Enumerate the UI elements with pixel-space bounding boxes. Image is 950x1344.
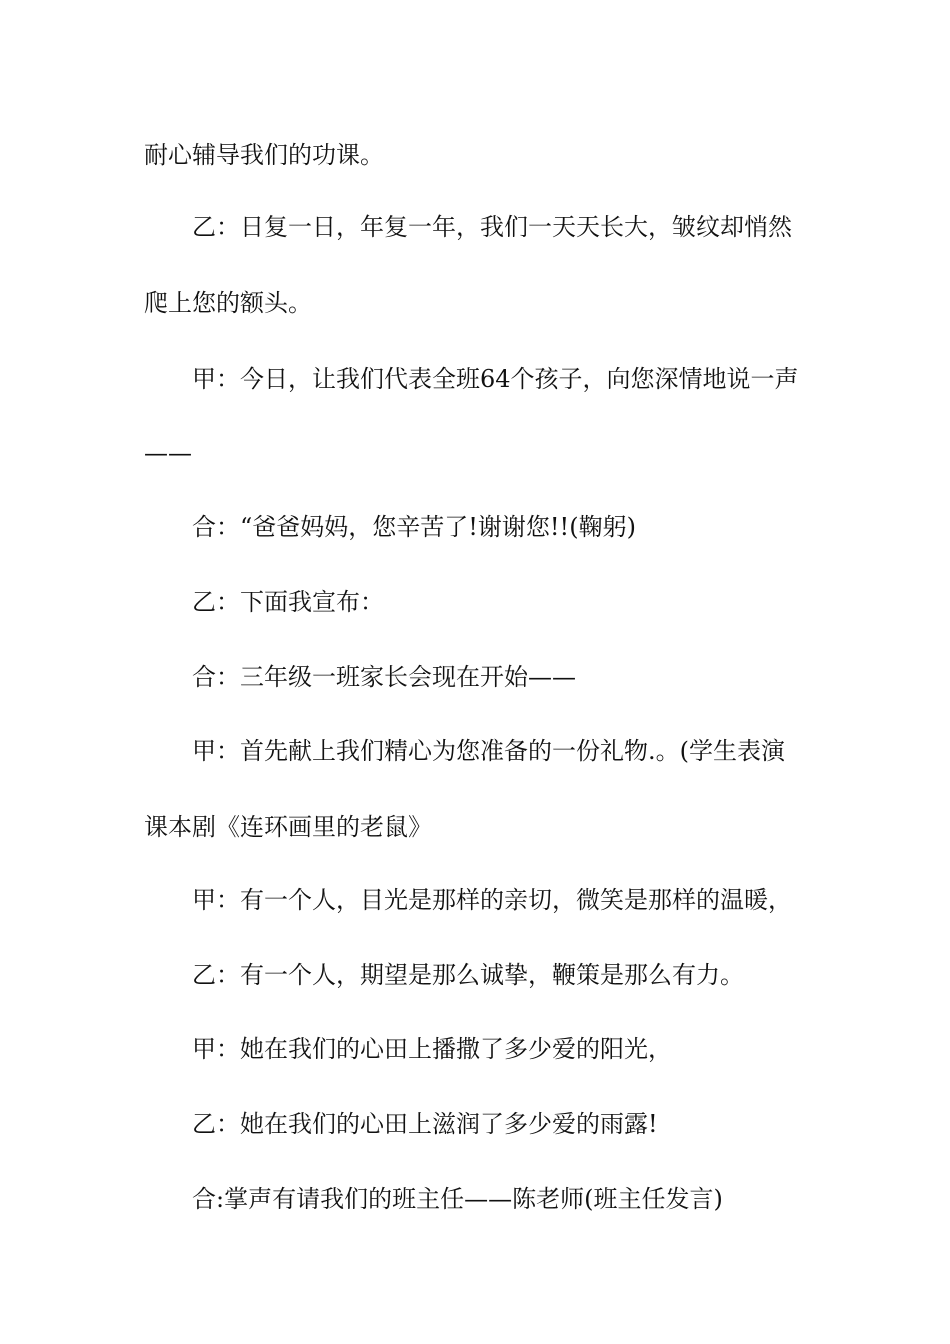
paragraph-text-line: 甲：她在我们的心田上播撒了多少爱的阳光， <box>192 1035 672 1063</box>
paragraph-text-line: —— <box>144 439 192 467</box>
paragraph-text-line: 乙：她在我们的心田上滋润了多少爱的雨露! <box>192 1110 658 1138</box>
paragraph-text-line: 甲：首先献上我们精心为您准备的一份礼物.。(学生表演 <box>192 737 785 765</box>
paragraph-text-line: 合：三年级一班家长会现在开始—— <box>192 663 576 691</box>
paragraph-text-line: 乙：下面我宣布： <box>192 588 384 616</box>
paragraph-text-line: 耐心辅导我们的功课。 <box>144 141 384 169</box>
paragraph-text-line: 课本剧《连环画里的老鼠》 <box>144 813 432 841</box>
paragraph-text-line: 爬上您的额头。 <box>144 289 312 317</box>
paragraph-text-line: 乙：日复一日，年复一年，我们一天天长大，皱纹却悄然 <box>192 213 792 241</box>
paragraph-text-line: 甲：今日，让我们代表全班64个孩子，向您深情地说一声 <box>192 365 799 393</box>
paragraph-text-line: 合:掌声有请我们的班主任——陈老师(班主任发言) <box>192 1185 723 1213</box>
paragraph-text-line: 乙：有一个人，期望是那么诚挚，鞭策是那么有力。 <box>192 961 744 989</box>
paragraph-text-line: 甲：有一个人，目光是那样的亲切，微笑是那样的温暖， <box>192 886 792 914</box>
paragraph-text-line: 合：“爸爸妈妈，您辛苦了!谢谢您!!(鞠躬) <box>192 513 636 541</box>
